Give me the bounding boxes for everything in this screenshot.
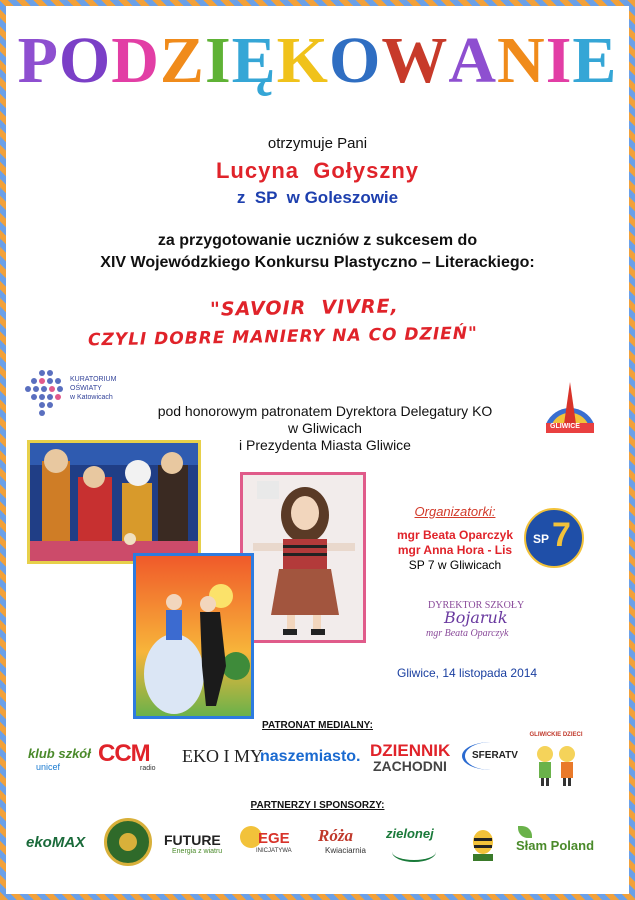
artwork-3-dancers: [136, 556, 251, 716]
title-letter: Z: [159, 24, 205, 97]
sponsor-logo-slam-poland: Słam Poland: [516, 838, 595, 853]
artwork-2-doll: [243, 475, 363, 640]
organizer-name-2: mgr Anna Hora - Lis: [397, 543, 513, 557]
recipient-name: Lucyna Gołyszny: [215, 158, 420, 183]
title-letter: P: [17, 24, 59, 97]
artwork-image-1: [27, 440, 201, 564]
organizer-name-1: mgr Beata Oparczyk: [396, 528, 514, 542]
title-letter: I: [204, 24, 232, 97]
contest-quote-line2: CZYLI DOBRE MANIERY NA CO DZIEŃ": [87, 323, 479, 351]
kids-icon: [528, 738, 584, 788]
kuratorium-line3: w Katowicach: [70, 394, 113, 401]
media-logo-ccm-radio: radio: [140, 765, 156, 772]
kuratorium-dots-icon: [24, 367, 72, 423]
organizer-school: SP 7 w Gliwicach: [408, 558, 502, 572]
sponsor-logo-future: FUTURE: [164, 832, 221, 848]
reason-line2: XIV Wojewódzkiego Konkursu Plastyczno – Literackiego:: [100, 254, 535, 271]
contest-quote-line1: "SAVOIR VIVRE,: [209, 295, 399, 321]
sponsor-logo-future-tagline: Energia z wiatru: [172, 848, 223, 855]
gliwickie-dzieci-logo: [528, 732, 584, 790]
artwork-1-figures: [30, 443, 198, 561]
sp7-badge: [524, 508, 584, 568]
organizers-block: [380, 504, 530, 573]
media-logo-ccm: CCM: [98, 740, 150, 767]
sponsor-leaf-icon: [518, 826, 532, 838]
media-logo-naszemiasto: naszemiasto.: [260, 748, 361, 765]
media-header: PATRONAT MEDIALNY:: [262, 720, 373, 731]
media-logo-unicef: unicef: [36, 762, 61, 772]
page-title: [0, 24, 635, 97]
sp7-prefix: SP: [533, 532, 550, 546]
title-letter: W: [381, 24, 449, 97]
sponsor-logo-roza-tagline: Kwiaciarnia: [325, 846, 366, 855]
patronage-line1: pod honorowym patronatem Dyrektora Delegatury KO: [157, 403, 493, 419]
gliwice-emblem-icon: [538, 376, 602, 440]
sponsor-logo-ekomax: ekoMAX: [26, 834, 86, 851]
sponsor-bee-icon: [468, 826, 498, 862]
intro-text: otrzymuje Pani: [267, 135, 368, 152]
title-letter: E: [572, 24, 618, 97]
sponsors-header: PARTNERZY I SPONSORZY:: [250, 800, 385, 811]
sponsor-round-emblem-icon: [104, 818, 152, 866]
signature-title: DYREKTOR SZKOŁY: [428, 600, 525, 611]
place-date: Gliwice, 14 listopada 2014: [397, 666, 538, 680]
media-logo-eko-i-my: EKO I MY: [182, 746, 263, 766]
artwork-image-3: [133, 553, 254, 719]
patronage-line2: w Gliwicach: [288, 420, 362, 436]
media-logo-dziennik: DZIENNIK: [370, 741, 451, 760]
reason-line1: za przygotowanie uczniów z sukcesem do: [157, 232, 478, 249]
title-letter: O: [329, 24, 382, 97]
sp7-number: 7: [552, 516, 571, 554]
media-logo-klub-szkol: klub szkół: [28, 746, 91, 761]
media-logo-gliwickie-dzieci: GLIWICKIE DZIECI: [529, 732, 583, 738]
title-letter: D: [111, 24, 160, 97]
sponsor-logo-ege: EGE: [258, 830, 290, 847]
signature-name: mgr Beata Oparczyk: [426, 628, 509, 639]
kuratorium-line2: OŚWIATY: [70, 385, 102, 392]
title-letter: A: [448, 24, 498, 97]
sponsor-zielonej-swoosh-icon: [392, 842, 436, 862]
signature-scribble: Bojaruk: [444, 608, 508, 627]
title-letter: N: [497, 24, 546, 97]
organizers-label: Organizatorki:: [414, 504, 496, 519]
recipient-school: z SP w Goleszowie: [236, 188, 399, 207]
signature-block: [420, 600, 560, 646]
sponsor-logo-roza: Róża: [318, 826, 353, 845]
patronage-line3: i Prezydenta Miasta Gliwice: [239, 437, 411, 453]
media-logo-sferatv: SFERATV: [472, 750, 518, 761]
kuratorium-line1: KURATORIUM: [70, 376, 117, 383]
sponsor-logo-zielonej: zielonej: [386, 826, 434, 841]
kuratorium-logo: [24, 367, 124, 427]
title-letter: O: [58, 24, 112, 97]
title-letter: I: [545, 24, 573, 97]
media-logo-zachodni: ZACHODNI: [373, 758, 447, 774]
sponsor-logo-ege-tagline: INICJATYWA: [256, 848, 292, 854]
title-letter: K: [276, 24, 330, 97]
artwork-image-2: [240, 472, 366, 643]
gliwice-logo-text: GLIWICE: [550, 423, 580, 430]
title-letter: Ę: [231, 24, 277, 97]
gliwice-logo: [538, 376, 602, 440]
